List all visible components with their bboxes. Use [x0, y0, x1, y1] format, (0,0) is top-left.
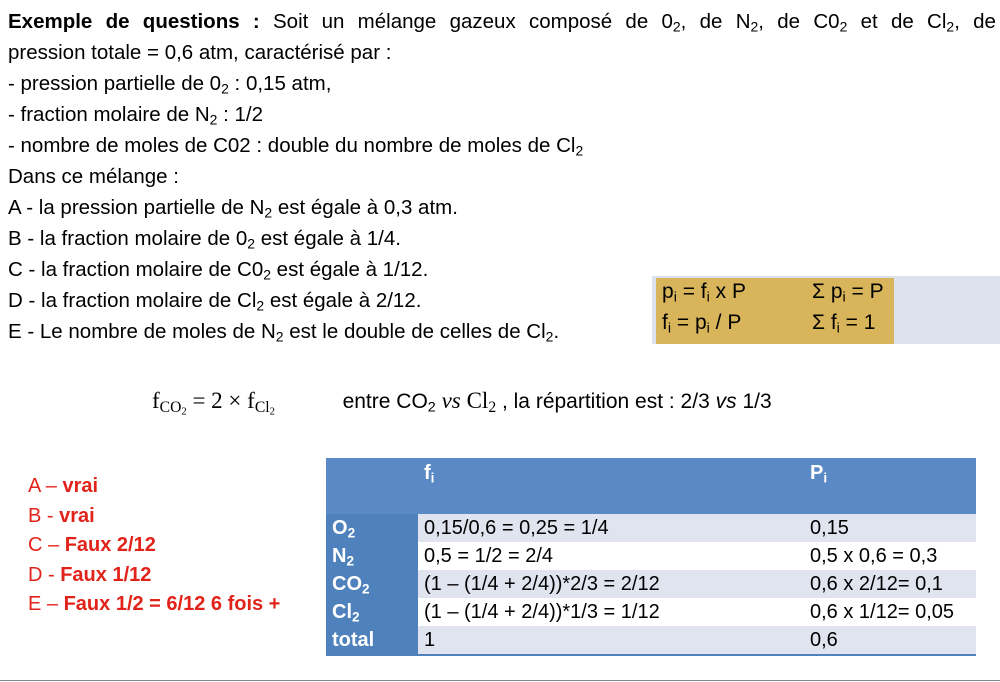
formula-row-fraction: $f_i = p_i / P$ Σ $f_i = 1$ — [662, 311, 876, 337]
row-label: $O_2$ — [326, 514, 418, 542]
ratio-context: entre $CO_2$ vs $Cl_2$ , — [342, 388, 508, 416]
row-label: $CO_2$ — [326, 570, 418, 598]
results-table — [326, 458, 976, 656]
row-label: total — [326, 626, 418, 655]
formula-box — [656, 278, 894, 344]
table-row — [326, 570, 976, 598]
answer-e: E – Faux 1/2 = 6/12 6 fois + — [28, 593, 281, 615]
ratio-equation — [152, 388, 772, 418]
cell-fi: 0,5 = 1/2 = 2/4 — [418, 542, 804, 570]
table-row — [326, 626, 976, 655]
row-label: $N_2$ — [326, 542, 418, 570]
answer-b: B - vrai — [28, 504, 95, 527]
bullet-moles-co2: - nombre de moles de C02 : double du nombre de moles de $Cl_2$ — [8, 134, 584, 159]
formula-row-pressure: $p_i = f_i$ x P Σ $p_i = P$ — [662, 280, 884, 306]
table-header-fi: $f_i$ — [418, 458, 804, 514]
cell-pi: 0,5 x 0,6 = 0,3 — [804, 542, 976, 570]
bullet-fraction-n2: - fraction molaire de $N_2$ : 1/2 — [8, 103, 264, 128]
cell-pi: 0,6 — [804, 626, 976, 655]
answer-d: D - Faux 1/12 — [28, 563, 152, 586]
cell-fi: (1 – (1/4 + 2/4))*2/3 = 2/12 — [418, 570, 804, 598]
table-header-empty — [326, 458, 418, 514]
cell-fi: 1 — [418, 626, 804, 655]
question-line-2: pression totale = 0,6 atm, caractérisé par : — [8, 41, 392, 64]
bullet-pressure-o2: - pression partielle de $0_2$ : 0,15 atm, — [8, 72, 332, 97]
answer-a: A – vrai — [28, 475, 99, 497]
answers-list — [28, 472, 280, 620]
cell-pi: 0,6 x 2/12= 0,1 — [804, 570, 976, 598]
cell-fi: 0,15/0,6 = 0,25 = 1/4 — [418, 514, 804, 542]
cell-pi: 0,6 x 1/12= 0,05 — [804, 598, 976, 626]
answer-c: C – Faux 2/12 — [28, 534, 156, 556]
question-label: Exemple de questions : — [8, 10, 260, 33]
table-row — [326, 598, 976, 626]
option-d: D - la fraction molaire de $Cl_2$ est égale à 2/12. — [8, 289, 422, 314]
option-c: C - la fraction molaire de $C0_2$ est égale à 1/12. — [8, 258, 429, 283]
table-header-pi: $P_i$ — [804, 458, 976, 514]
cell-pi: 0,15 — [804, 514, 976, 542]
question-intro: Dans ce mélange : — [8, 165, 179, 188]
bottom-divider — [0, 680, 1000, 681]
repartition-text: la répartition est : 2/3 vs 1/3 — [513, 390, 772, 413]
table-row — [326, 514, 976, 542]
row-label: $Cl_2$ — [326, 598, 418, 626]
question-line-1: Exemple de questions : Soit un mélange gazeux composé de $0_2$, de $N_2$, de $C0_2$ et de $Cl_2$, de — [8, 10, 996, 35]
cell-fi: (1 – (1/4 + 2/4))*1/3 = 1/12 — [418, 598, 804, 626]
option-a: A - la pression partielle de $N_2$ est égale à 0,3 atm. — [8, 196, 458, 221]
ratio-formula: $f_{CO_2} = 2 \times f_{Cl_2}$ — [152, 388, 275, 418]
option-e: E - Le nombre de moles de $N_2$ est le double de celles de $Cl_2$. — [8, 320, 560, 345]
table-header-row — [326, 458, 976, 514]
option-b: B - la fraction molaire de $0_2$ est égale à 1/4. — [8, 227, 401, 252]
table-row — [326, 542, 976, 570]
